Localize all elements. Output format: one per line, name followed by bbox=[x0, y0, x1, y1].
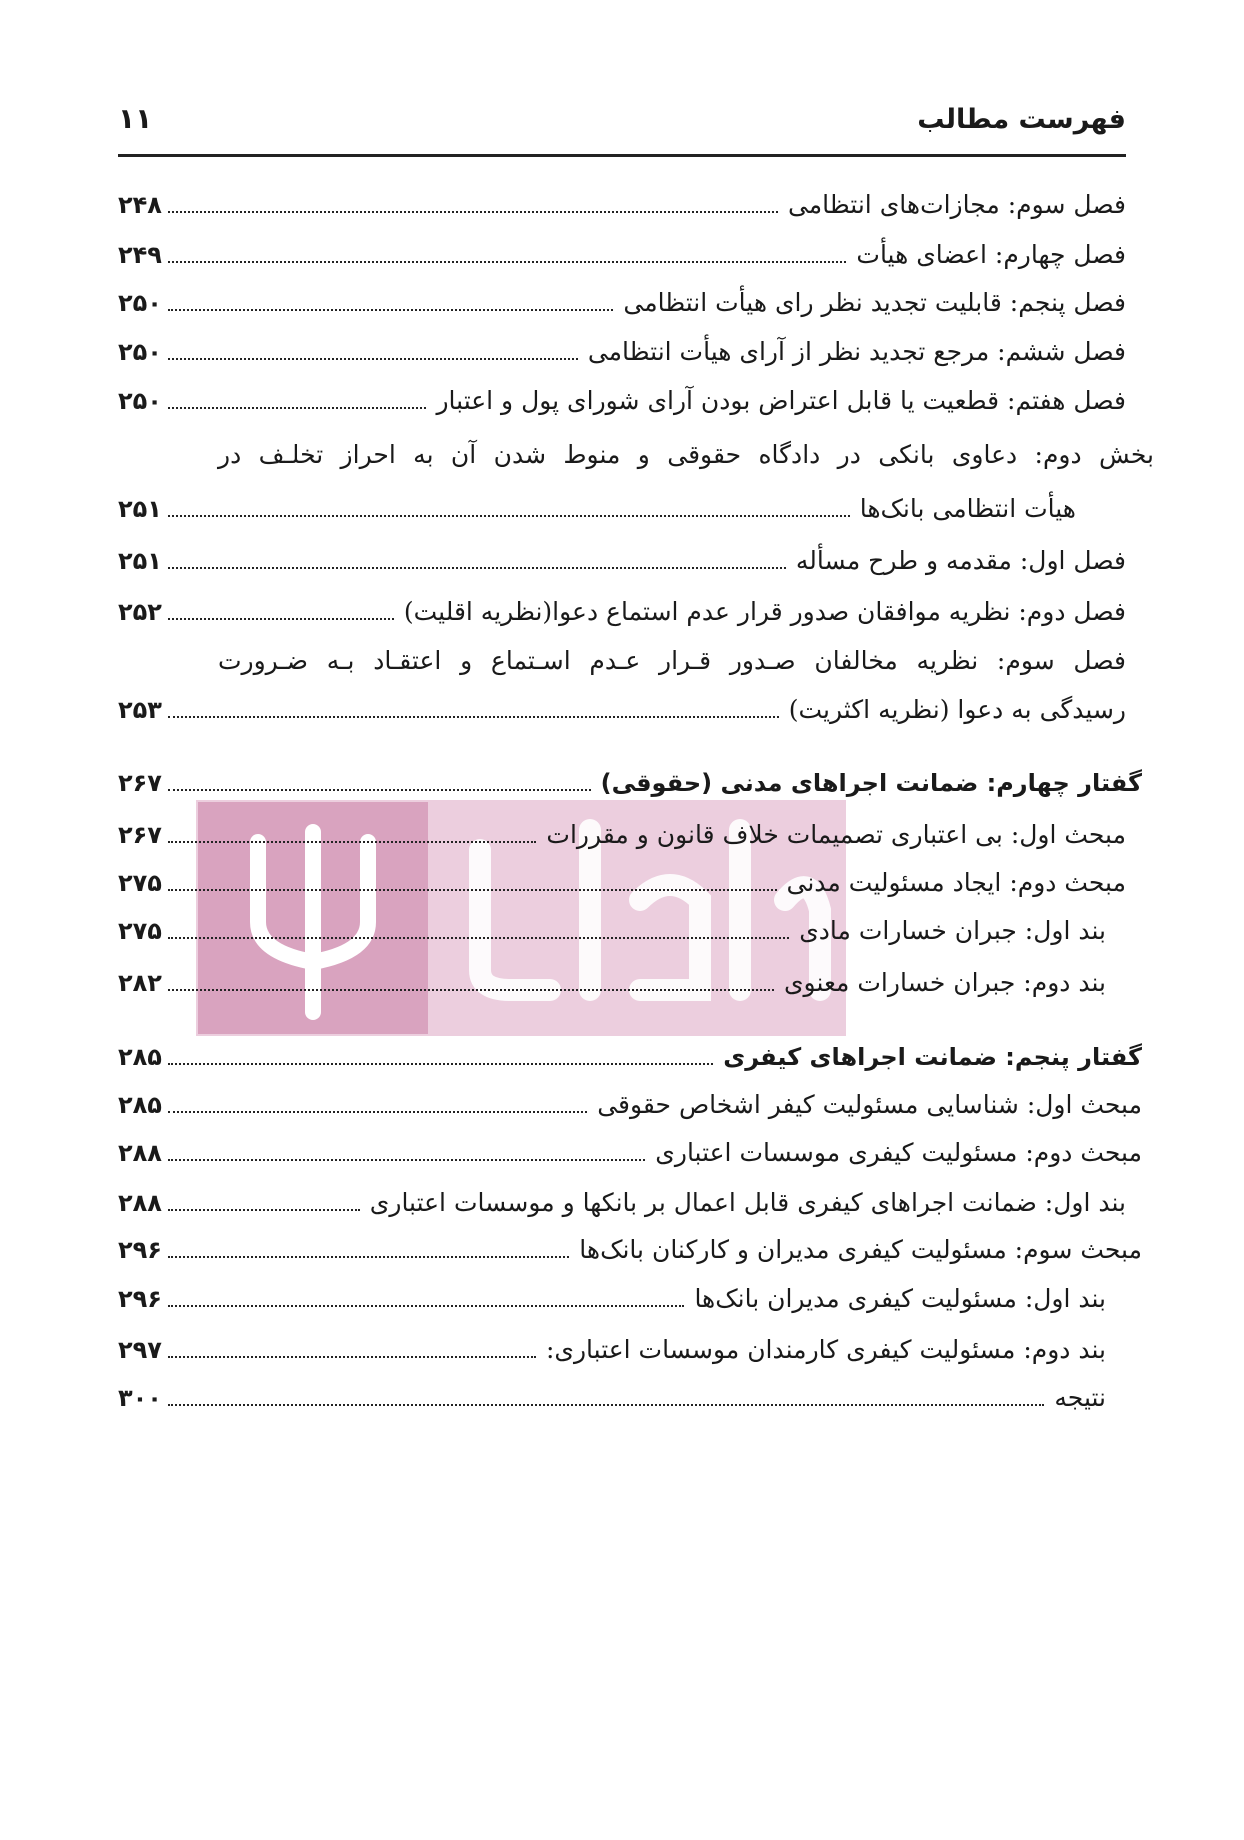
toc-section-heading[interactable] bbox=[118, 758, 1142, 808]
leader-dots bbox=[168, 988, 774, 991]
toc-entry-label: فصل پنجم: قابلیت تجدید نظر رای هیأت انتظامی bbox=[623, 288, 1126, 317]
toc-entry-label: بند اول: ضمانت اجراهای کیفری قابل اعمال بر بانکها و موسسات اعتباری bbox=[369, 1188, 1126, 1217]
toc-entry-label: مبحث دوم: ایجاد مسئولیت مدنی bbox=[786, 868, 1126, 897]
toc-entry[interactable] bbox=[118, 1225, 1142, 1275]
toc-entry-page: ۲۷۵ bbox=[118, 917, 162, 945]
toc-entry-label[interactable]: فصل سوم: نظریه مخالفان صـدور قـرار عـدم اسـتماع و اعتقـاد بـه ضـرورت bbox=[218, 646, 1126, 675]
toc-entry-label: بند دوم: مسئولیت کیفری کارمندان موسسات اعتباری: bbox=[545, 1335, 1106, 1364]
toc-entry-page: ۲۵۰ bbox=[118, 387, 162, 415]
toc-entry[interactable] bbox=[118, 278, 1126, 328]
toc-entry-label: بند اول: مسئولیت کیفری مدیران بانک‌ها bbox=[694, 1284, 1106, 1313]
header-title: فهرست مطالب bbox=[917, 104, 1126, 135]
toc-entry[interactable] bbox=[118, 958, 1106, 1008]
leader-dots bbox=[168, 1062, 713, 1065]
toc-entry-page: ۲۸۵ bbox=[118, 1043, 162, 1071]
toc-entry[interactable] bbox=[118, 1373, 1106, 1423]
toc-entry-page: ۲۴۸ bbox=[118, 191, 162, 219]
leader-dots bbox=[168, 715, 779, 718]
toc-entry-page: ۲۶۷ bbox=[118, 821, 162, 849]
toc-entry-label: بند اول: جبران خسارات مادی bbox=[799, 916, 1106, 945]
toc-entry-page: ۲۵۱ bbox=[118, 495, 162, 523]
toc-entry-page: ۲۵۱ bbox=[118, 547, 162, 575]
leader-dots bbox=[168, 1403, 1044, 1406]
toc-entry-page: ۲۵۳ bbox=[118, 696, 162, 724]
toc-entry[interactable] bbox=[118, 376, 1126, 426]
toc-entry-page: ۲۴۹ bbox=[118, 241, 162, 269]
leader-dots bbox=[168, 1158, 645, 1161]
toc-entry-label: فصل سوم: مجازات‌های انتظامی bbox=[787, 190, 1126, 219]
toc-entry[interactable] bbox=[118, 858, 1126, 908]
leader-dots bbox=[168, 210, 778, 213]
toc-entry-label: فصل ششم: مرجع تجدید نظر از آرای هیأت انتظامی bbox=[587, 337, 1126, 366]
toc-entry[interactable] bbox=[118, 906, 1106, 956]
toc-entry-label: مبحث دوم: مسئولیت کیفری موسسات اعتباری bbox=[655, 1138, 1142, 1167]
leader-dots bbox=[168, 840, 536, 843]
leader-dots bbox=[168, 936, 789, 939]
leader-dots bbox=[168, 514, 850, 517]
leader-dots bbox=[168, 1304, 684, 1307]
running-header bbox=[118, 96, 1126, 148]
toc-entry-page: ۲۸۲ bbox=[118, 969, 162, 997]
toc-entry-page: ۲۹۷ bbox=[118, 1336, 162, 1364]
leader-dots bbox=[168, 1110, 587, 1113]
toc-entry-page: ۲۹۶ bbox=[118, 1236, 162, 1264]
toc-entry-label: فصل هفتم: قطعیت یا قابل اعتراض بودن آرای شورای پول و اعتبار bbox=[436, 386, 1126, 415]
toc-entry-page: ۳۰۰ bbox=[118, 1384, 162, 1412]
toc-entry-label: فصل چهارم: اعضای هیأت bbox=[856, 240, 1126, 269]
leader-dots bbox=[168, 308, 613, 311]
toc-entry-page: ۲۷۵ bbox=[118, 869, 162, 897]
toc-entry[interactable] bbox=[118, 1128, 1142, 1178]
toc-entry-page: ۲۵۲ bbox=[118, 598, 162, 626]
toc-entry-label: مبحث سوم: مسئولیت کیفری مدیران و کارکنان بانک‌ها bbox=[579, 1235, 1142, 1264]
toc-entry[interactable] bbox=[118, 1325, 1106, 1375]
toc-entry-page: ۲۵۰ bbox=[118, 338, 162, 366]
toc-entry-label: گفتار پنجم: ضمانت اجراهای کیفری bbox=[723, 1043, 1142, 1071]
toc-entry-page: ۲۸۵ bbox=[118, 1091, 162, 1119]
leader-dots bbox=[168, 406, 427, 409]
toc-entry-label: گفتار چهارم: ضمانت اجراهای مدنی (حقوقی) bbox=[600, 769, 1142, 797]
toc-entry-page: ۲۶۷ bbox=[118, 769, 162, 797]
toc-entry[interactable] bbox=[118, 180, 1126, 230]
header-rule bbox=[118, 154, 1126, 157]
leader-dots bbox=[168, 1208, 360, 1211]
toc-entry-page: ۲۸۸ bbox=[118, 1139, 162, 1167]
toc-section-heading[interactable] bbox=[118, 1032, 1142, 1082]
toc-entry-label: نتیجه bbox=[1054, 1383, 1106, 1412]
toc-entry-label: مبحث اول: شناسایی مسئولیت کیفر اشخاص حقوقی bbox=[597, 1090, 1142, 1119]
leader-dots bbox=[168, 566, 786, 569]
toc-entry[interactable] bbox=[118, 484, 1076, 534]
toc-entry[interactable] bbox=[118, 536, 1126, 586]
toc-entry[interactable] bbox=[118, 1274, 1106, 1324]
toc-entry[interactable] bbox=[118, 1178, 1126, 1228]
toc-entry-label: فصل دوم: نظریه موافقان صدور قرار عدم استماع دعوا(نظریه اقلیت) bbox=[403, 597, 1126, 626]
toc-entry[interactable] bbox=[118, 685, 1126, 735]
toc-entry-page: ۲۸۸ bbox=[118, 1189, 162, 1217]
leader-dots bbox=[168, 788, 591, 791]
toc-entry-page: ۲۵۰ bbox=[118, 289, 162, 317]
leader-dots bbox=[168, 260, 846, 263]
toc-entry[interactable] bbox=[118, 1080, 1142, 1130]
toc-entry[interactable] bbox=[118, 230, 1126, 280]
toc-entry[interactable] bbox=[118, 587, 1126, 637]
toc-entry-continuation: هیأت انتظامی بانک‌ها bbox=[859, 494, 1076, 523]
page-number: ۱۱ bbox=[118, 102, 153, 135]
toc-entry[interactable] bbox=[118, 810, 1126, 860]
leader-dots bbox=[168, 617, 394, 620]
toc-entry-page: ۲۹۶ bbox=[118, 1285, 162, 1313]
toc-entry-label: بند دوم: جبران خسارات معنوی bbox=[783, 968, 1106, 997]
toc-entry-label: مبحث اول: بی اعتباری تصمیمات خلاف قانون و مقررات bbox=[546, 820, 1126, 849]
toc-entry-label[interactable]: بخش دوم: دعاوی بانکی در دادگاه حقوقی و منوط شدن آن به احراز تخلـف در bbox=[218, 440, 1154, 469]
toc-entry[interactable] bbox=[118, 327, 1126, 377]
leader-dots bbox=[168, 888, 777, 891]
toc-entry-label: فصل اول: مقدمه و طرح مسأله bbox=[795, 546, 1126, 575]
leader-dots bbox=[168, 1255, 569, 1258]
toc-entry-continuation: رسیدگی به دعوا (نظریه اکثریت) bbox=[788, 695, 1126, 724]
leader-dots bbox=[168, 357, 578, 360]
leader-dots bbox=[168, 1355, 536, 1358]
